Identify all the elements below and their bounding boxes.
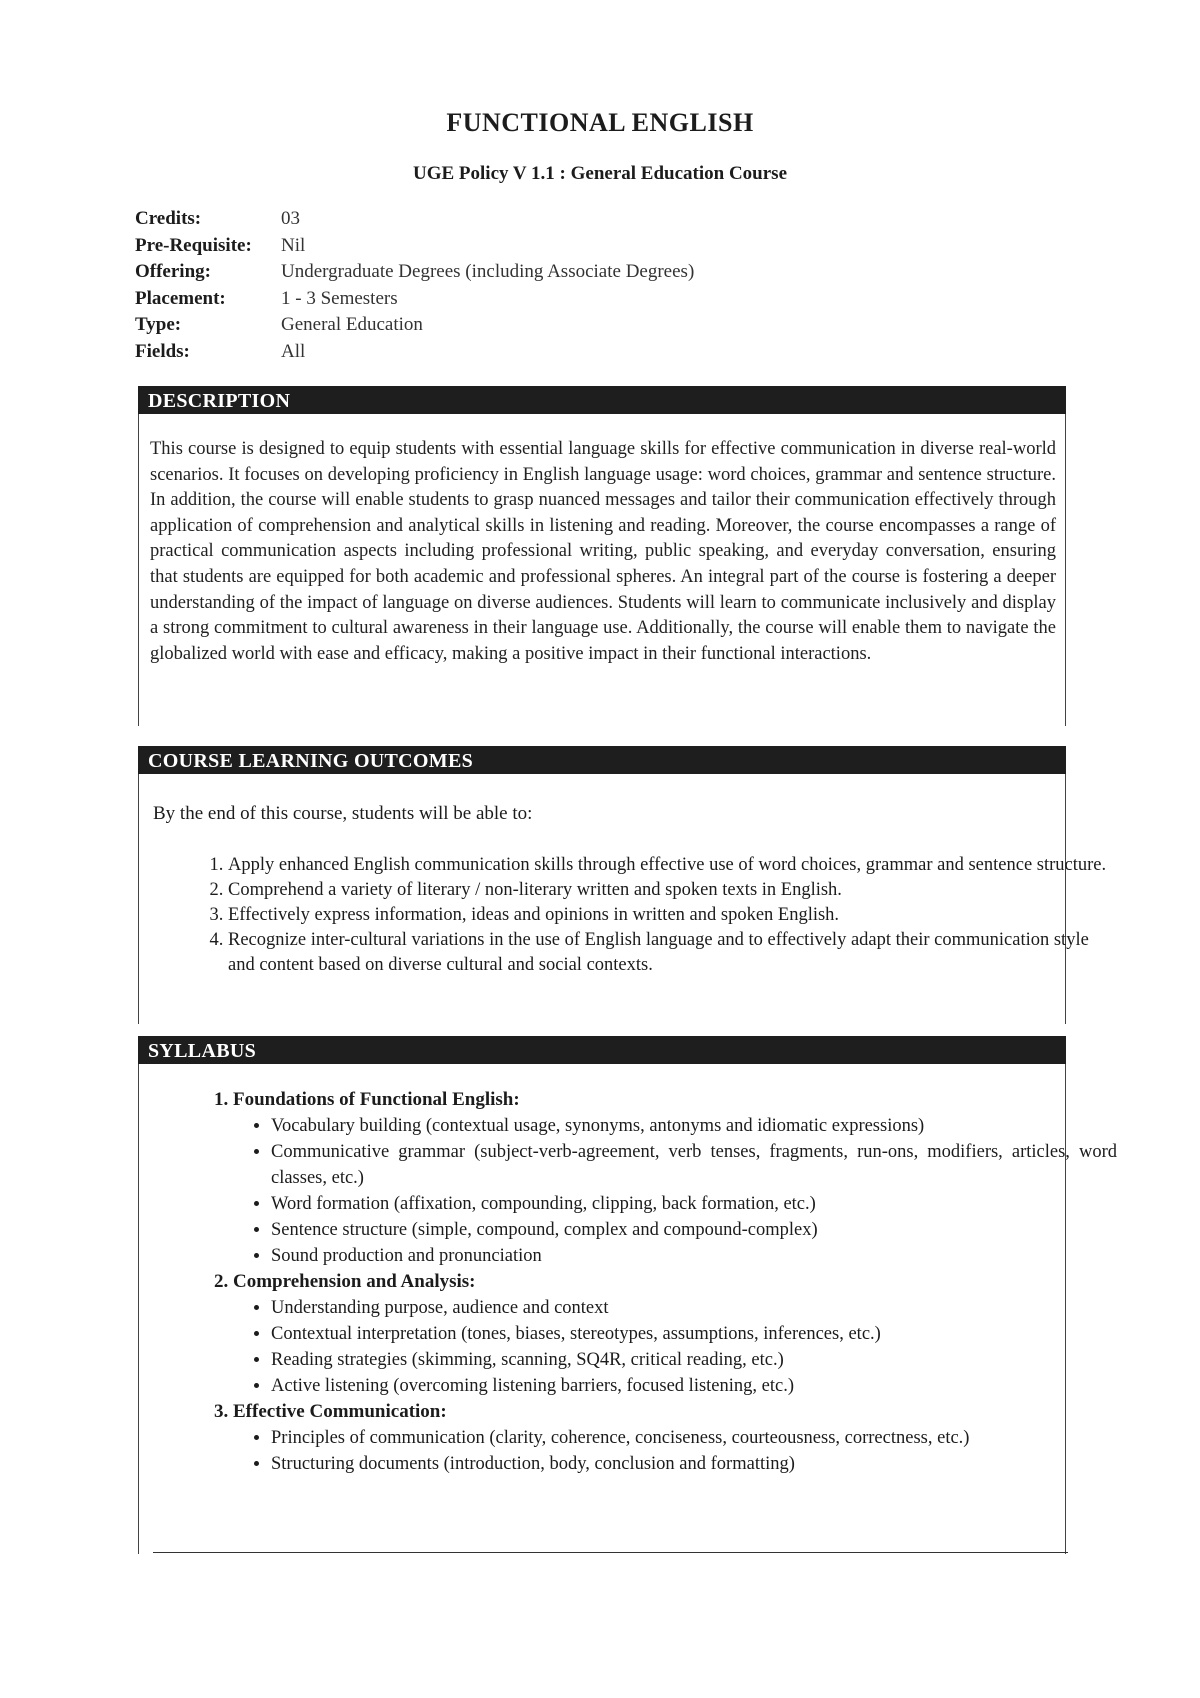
meta-row-offering	[135, 259, 694, 286]
outcome-item: 1. Apply enhanced English communication skills through effective use of word choices, grammar and sentence structure.	[228, 853, 1114, 878]
meta-value: Undergraduate Degrees (including Associate Degrees)	[281, 261, 695, 282]
meta-row-fields	[135, 339, 694, 366]
unit-title: Foundations of Functional English:	[233, 1089, 520, 1110]
meta-label: Offering:	[135, 261, 211, 282]
unit-points	[233, 1425, 1117, 1477]
meta-row-prerequisite	[135, 233, 694, 260]
unit-point: • Contextual interpretation (tones, biases, stereotypes, assumptions, inferences, etc.)	[271, 1321, 1117, 1347]
meta-value: 03	[281, 208, 300, 229]
meta-row-placement	[135, 286, 694, 313]
syllabus-unit	[233, 1269, 1117, 1399]
meta-label: Placement:	[135, 287, 226, 309]
meta-row-credits	[135, 206, 694, 233]
unit-point: • Reading strategies (skimming, scanning, SQ4R, critical reading, etc.)	[271, 1347, 1117, 1373]
outcomes-list	[170, 853, 1114, 978]
unit-points	[233, 1113, 1117, 1269]
meta-value: All	[281, 340, 306, 362]
syllabus-list	[175, 1087, 1117, 1477]
document-title: FUNCTIONAL ENGLISH	[446, 108, 754, 137]
unit-point: • Understanding purpose, audience and context	[271, 1295, 1117, 1321]
unit-title: Comprehension and Analysis:	[233, 1271, 476, 1292]
outcome-item: 3. Effectively express information, ideas and opinions in written and spoken English.	[228, 903, 1114, 928]
unit-point: • Sentence structure (simple, compound, complex and compound-complex)	[271, 1217, 1117, 1243]
unit-point: • Structuring documents (introduction, body, conclusion and formatting)	[271, 1451, 1117, 1477]
unit-point: • Active listening (overcoming listening barriers, focused listening, etc.)	[271, 1373, 1117, 1399]
meta-value: General Education	[281, 314, 423, 335]
outcomes-heading: COURSE LEARNING OUTCOMES	[138, 746, 1066, 774]
meta-value: Nil	[281, 234, 306, 256]
unit-point: • Vocabulary building (contextual usage, synonyms, antonyms and idiomatic expressions)	[271, 1113, 1117, 1139]
meta-label: Fields:	[135, 340, 190, 362]
syllabus-unit	[233, 1087, 1117, 1269]
meta-value: 1 - 3 Semesters	[281, 287, 398, 309]
meta-label: Pre-Requisite:	[135, 234, 252, 256]
meta-label: Credits:	[135, 208, 202, 229]
outcomes-intro: By the end of this course, students will be able to:	[153, 803, 533, 824]
unit-point: • Sound production and pronunciation	[271, 1243, 1117, 1269]
description-heading: DESCRIPTION	[138, 386, 1066, 414]
unit-points	[233, 1295, 1117, 1399]
unit-title: Effective Communication:	[233, 1401, 447, 1422]
syllabus-heading: SYLLABUS	[138, 1036, 1066, 1064]
syllabus-unit	[233, 1399, 1117, 1477]
unit-point: • Word formation (affixation, compounding, clipping, back formation, etc.)	[271, 1191, 1117, 1217]
unit-point: • Communicative grammar (subject-verb-agreement, verb tenses, fragments, run-ons, modifiers, articles, word classes, etc.)	[271, 1139, 1117, 1191]
unit-point: • Principles of communication (clarity, coherence, conciseness, courteousness, correctness, etc.)	[271, 1425, 1117, 1451]
description-text: This course is designed to equip students with essential language skills for effective communication in diverse real-world scenarios. It focuses on developing proficiency in English language usage: word choices, grammar and sentence structure. In addition, the course will enable students to grasp nuanced messages and tailor their communication effectively through application of comprehension and analytical skills in listening and reading. Moreover, the course encompasses a range of practical communication aspects including professional writing, public speaking, and everyday conversation, ensuring that students are equipped for both academic and professional spheres. An integral part of the course is fostering a deeper understanding of the impact of language on diverse audiences. Students will learn to communicate inclusively and display a strong commitment to cultural awareness in their language use. Additionally, the course will enable them to navigate the globalized world with ease and efficacy, making a positive impact in their functional interactions.	[150, 439, 1056, 664]
syllabus-bottom-rule	[153, 1552, 1068, 1553]
document-subtitle: UGE Policy V 1.1 : General Education Course	[412, 163, 788, 184]
outcome-item: 2. Comprehend a variety of literary / non-literary written and spoken texts in English.	[228, 878, 1114, 903]
course-meta-table	[135, 206, 694, 365]
meta-label: Type:	[135, 314, 182, 335]
meta-row-type	[135, 312, 694, 339]
outcome-item: 4. Recognize inter-cultural variations in the use of English language and to effectively adapt their communication style and content based on diverse cultural and social contexts.	[228, 928, 1114, 978]
